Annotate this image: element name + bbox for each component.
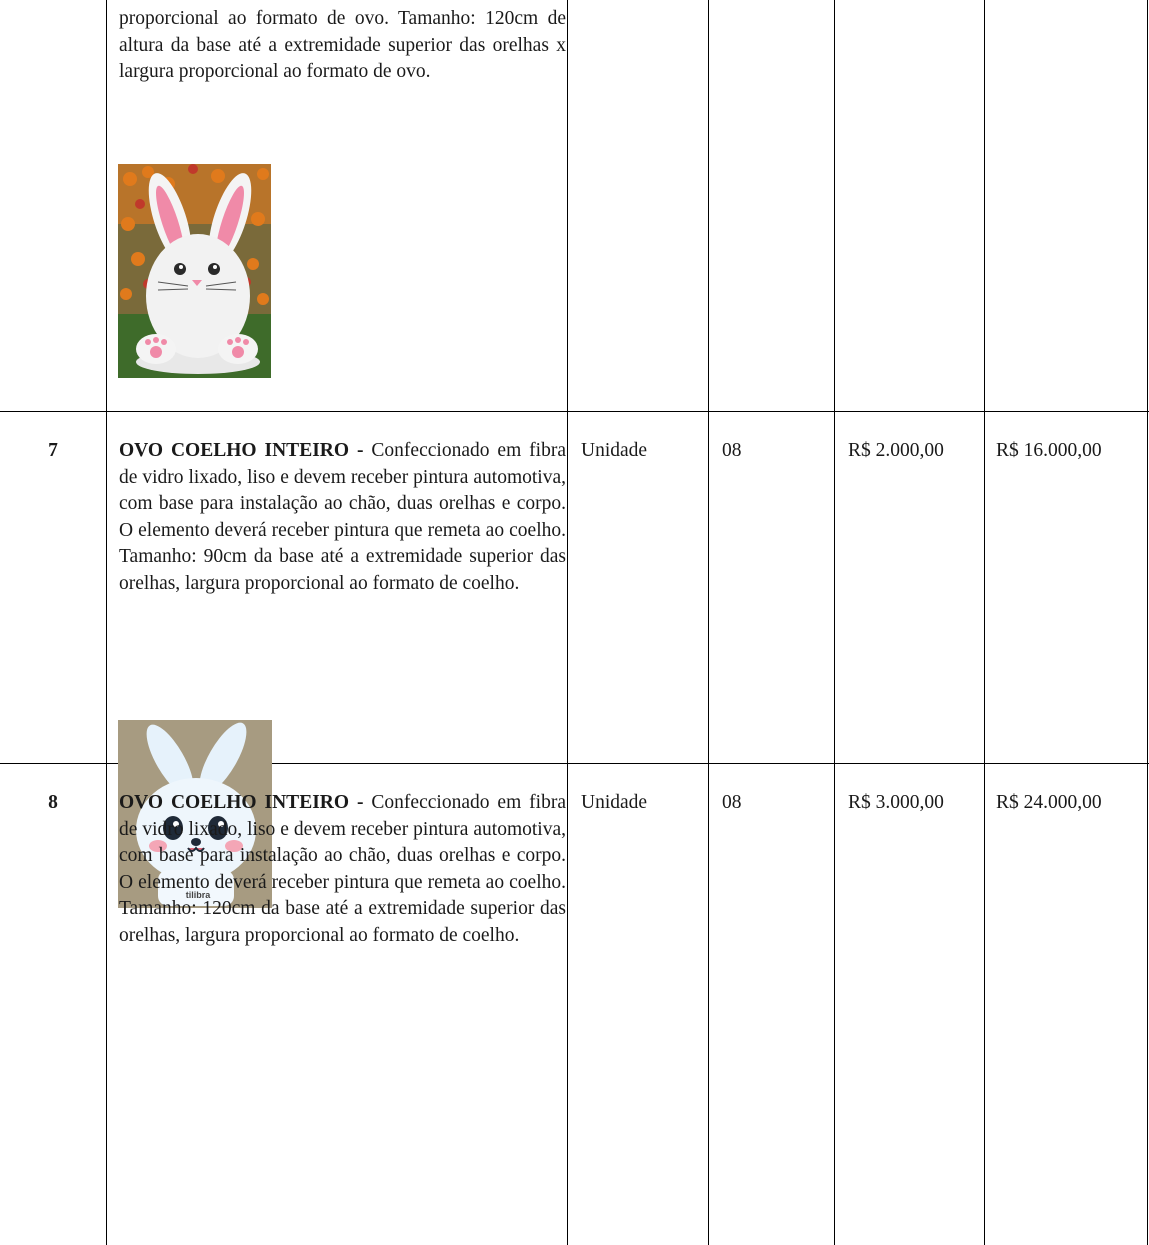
item-unit: Unidade [581,792,648,813]
item-total: R$ 16.000,00 [996,440,1102,461]
table-border [106,0,107,1245]
item-number: 8 [48,792,58,813]
item-title: OVO COELHO INTEIRO - [119,792,364,813]
bunny-egg-garden-image [118,164,271,378]
brand-label: tilibra [185,890,211,900]
item-total: R$ 24.000,00 [996,792,1102,813]
table-border [708,0,709,1245]
item-description-text: Confeccionado em fibra de vidro lixado, liso e devem receber pintura automotiva, com base para instalação ao chão, duas orelhas e corpo. O elemento deverá receber pintura que remeta ao coelho. Tamanho: 120cm da base até a extremidade superior das orelhas, largura proporcional ao formato de coelho. [119,792,566,946]
table-border [0,411,1149,412]
item-quantity: 08 [722,440,742,461]
item-description [119,438,566,597]
item-title: OVO COELHO INTEIRO - [119,440,364,461]
table-border [1147,0,1148,1245]
item-unit-price: R$ 3.000,00 [848,792,944,813]
item-unit: Unidade [581,440,648,461]
item-description [119,6,566,86]
table-border [984,0,985,1245]
item-quantity: 08 [722,792,742,813]
table-border [567,0,568,1245]
item-unit-price: R$ 2.000,00 [848,440,944,461]
item-description-text: proporcional ao formato de ovo. Tamanho: 120cm de altura da base até a extremidade superior das orelhas x largura proporcional ao formato de ovo. [119,8,566,82]
item-description [119,790,566,949]
table-border [834,0,835,1245]
item-number: 7 [48,440,58,461]
item-description-text: Confeccionado em fibra de vidro lixado, liso e devem receber pintura automotiva, com base para instalação ao chão, duas orelhas e corpo. O elemento deverá receber pintura que remeta ao coelho. Tamanho: 90cm da base até a extremidade superior das orelhas, largura proporcional ao formato de coelho. [119,440,566,594]
